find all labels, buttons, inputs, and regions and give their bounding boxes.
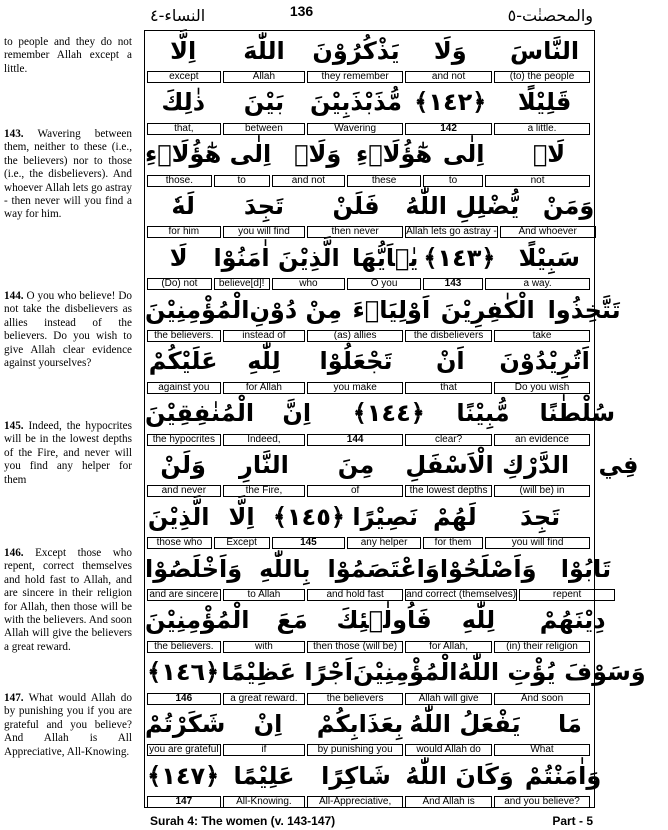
- english-gloss: the believers.: [147, 641, 221, 653]
- english-gloss: and hold fast: [307, 589, 403, 601]
- arabic-word: لِلّٰهِ: [461, 606, 496, 635]
- english-gloss: Allah: [223, 71, 306, 83]
- footer-surah-range: Surah 4: The women (v. 143-147): [150, 814, 336, 828]
- arabic-word: يَذْكُرُوْنَ: [312, 36, 400, 65]
- arabic-line: [145, 445, 639, 484]
- arabic-word: وَاٰمَنْتُمْ: [524, 761, 602, 790]
- arabic-word: النَّاسَ: [509, 36, 580, 65]
- english-gloss: (will be) in: [494, 485, 590, 497]
- arabic-word: شَكَرْتُمْ: [145, 709, 226, 738]
- english-gloss: 146: [147, 693, 221, 705]
- verse-line: [145, 290, 621, 345]
- arabic-word: فَلَنْ: [332, 191, 380, 220]
- arabic-word: الَّذِيْنَ: [278, 243, 340, 272]
- arabic-line: [145, 549, 612, 588]
- arabic-word: اِلٰى: [229, 140, 272, 169]
- arabic-line: [145, 497, 594, 536]
- english-gloss: and never: [147, 485, 221, 497]
- arabic-word: وَكَانَ اللّٰهُ: [405, 761, 514, 790]
- translation-text: to people and they do not remember Allah except a little.: [4, 36, 132, 75]
- arabic-word: لَهٗ: [171, 191, 195, 220]
- english-gloss: you will find: [485, 537, 590, 549]
- translation-paragraph: [4, 692, 132, 759]
- arabic-line: [145, 653, 646, 692]
- arabic-word: تَابُوْا: [560, 554, 612, 583]
- english-gloss-line: [147, 382, 592, 394]
- verse-line: [145, 549, 612, 604]
- english-gloss-line: [147, 744, 592, 756]
- english-gloss: What: [494, 744, 590, 756]
- english-gloss: (to) the people: [494, 71, 590, 83]
- english-gloss-line: [147, 641, 592, 653]
- english-gloss: a little.: [494, 123, 590, 135]
- arabic-word: وَمَنْ: [542, 191, 595, 220]
- english-gloss: who: [272, 278, 346, 290]
- english-gloss: the lowest depths: [405, 485, 492, 497]
- english-gloss: (in) their religion: [494, 641, 590, 653]
- verse-number: 147.: [4, 692, 24, 704]
- translation-text: Indeed, the hypocrites will be in the lowest depths of the Fire, and never will you find any helper for them: [4, 420, 132, 486]
- english-gloss: and you believe?: [494, 796, 590, 808]
- arabic-word: يُّضْلِلِ اللّٰهُ: [405, 191, 520, 220]
- verse-line: [145, 186, 594, 241]
- arabic-word: عَلَيْكُمْ: [148, 347, 218, 376]
- arabic-word: يَفْعَلُ اللّٰهُ: [409, 709, 521, 738]
- translation-paragraph: [4, 547, 132, 654]
- english-gloss: against you: [147, 382, 221, 394]
- english-gloss: to Allah: [223, 589, 306, 601]
- english-gloss: Allah will give: [405, 693, 492, 705]
- english-gloss: and not: [272, 175, 346, 187]
- translation-paragraph: [4, 420, 132, 487]
- arabic-word: مِنْ دُوْنِ: [249, 295, 342, 324]
- english-gloss: instead of: [223, 330, 306, 342]
- english-gloss: you make: [307, 382, 403, 394]
- arabic-line: [145, 83, 594, 122]
- arabic-word: اَنْ: [435, 347, 465, 376]
- english-gloss: All-Appreciative,: [307, 796, 403, 808]
- english-gloss-line: [147, 693, 592, 705]
- english-gloss: for him: [147, 226, 221, 238]
- arabic-line: [145, 290, 621, 329]
- arabic-word: ﴿١٤٦﴾: [147, 658, 220, 687]
- arabic-word: قَلِيْلًا: [517, 88, 572, 117]
- english-gloss: the Fire,: [223, 485, 306, 497]
- english-gloss: clear?: [405, 434, 492, 446]
- verse-number: 146.: [4, 547, 24, 559]
- page-header: [0, 0, 603, 32]
- english-gloss: those who: [147, 537, 212, 549]
- arabic-word: الْمُؤْمِنِيْنَ: [145, 295, 250, 324]
- verse-line: [145, 83, 594, 138]
- header-surah-name: النساء-٤: [150, 6, 206, 25]
- arabic-word: لَا: [169, 243, 188, 272]
- english-gloss: a way.: [485, 278, 590, 290]
- english-gloss: repent: [519, 589, 615, 601]
- verse-number: 144.: [4, 290, 24, 302]
- arabic-line: [145, 31, 594, 70]
- english-gloss-line: [147, 71, 592, 83]
- english-gloss: Wavering: [307, 123, 403, 135]
- verse-line: [145, 135, 594, 190]
- english-gloss: with: [223, 641, 306, 653]
- arabic-line: [145, 704, 594, 743]
- english-gloss: between: [223, 123, 306, 135]
- header-juz-name: والمحصنٰت-٥: [507, 6, 593, 25]
- english-gloss: (Do) not: [147, 278, 212, 290]
- english-gloss: take: [494, 330, 590, 342]
- arabic-word: لِلّٰهِ: [247, 347, 281, 376]
- verse-line: [145, 756, 602, 811]
- arabic-word: تَتَّخِذُوا: [547, 295, 621, 324]
- verse-line: [145, 394, 616, 449]
- verse-line: [145, 31, 594, 86]
- english-gloss: you are grateful: [147, 744, 221, 756]
- english-gloss: believe[d]!: [214, 278, 270, 290]
- english-gloss-line: [147, 485, 592, 497]
- translation-paragraph: [4, 290, 132, 370]
- arabic-line: [145, 342, 594, 381]
- english-gloss: 144: [307, 434, 403, 446]
- english-gloss: of: [307, 485, 403, 497]
- english-gloss: to: [423, 175, 483, 187]
- arabic-word: الدَّرْكِ الْاَسْفَلِ: [405, 450, 570, 479]
- english-gloss: and correct (themselves): [406, 589, 517, 600]
- arabic-word: بِعَذَابِكُمْ: [316, 709, 404, 738]
- verse-line: [145, 238, 594, 293]
- translation-text: What would Allah do by punishing you if you are grateful and you believe? And Allah is All Appreciative, All-Knowing.: [4, 692, 132, 758]
- page-number: 136: [289, 3, 314, 19]
- arabic-word: هٰٓؤُلَاۤءِ: [145, 140, 222, 169]
- english-gloss-line: [147, 330, 592, 342]
- verse-line: [145, 342, 594, 397]
- english-gloss: an evidence: [494, 434, 590, 446]
- arabic-word: ﴿١٤٧﴾: [147, 761, 220, 790]
- arabic-word: بَيْنَ: [243, 88, 285, 117]
- english-gloss-line: [147, 226, 592, 238]
- arabic-word: الْكٰفِرِيْنَ: [440, 295, 535, 324]
- arabic-word: لَهُمْ: [432, 502, 477, 531]
- english-gloss: a great reward.: [223, 693, 306, 705]
- arabic-word: سَبِيْلًا: [518, 243, 581, 272]
- arabic-word: النَّارِ: [239, 450, 289, 479]
- arabic-word: وَلَنْ: [160, 450, 206, 479]
- translation-text: O you who believe! Do not take the disbelievers as allies instead of the believers. Do you wish to give Allah clear evidence against yourselves?: [4, 290, 133, 370]
- translation-paragraph: [4, 36, 132, 76]
- english-gloss: for them: [423, 537, 483, 549]
- arabic-word: اِلَّا: [228, 502, 255, 531]
- english-gloss: the believers.: [147, 330, 221, 342]
- arabic-word: لَاۤ: [532, 140, 566, 169]
- verse-line: [145, 704, 594, 759]
- english-gloss: by punishing you: [307, 744, 403, 756]
- arabic-word: اٰمَنُوْا: [213, 243, 270, 272]
- english-gloss: then those (will be): [307, 641, 403, 653]
- arabic-word: وَلَا: [433, 36, 467, 65]
- verse-number: 145.: [4, 420, 24, 432]
- arabic-word: تَجِدَ: [520, 502, 561, 531]
- english-gloss: you will find: [223, 226, 306, 238]
- english-gloss-line: [147, 278, 592, 290]
- arabic-word: عَلِيْمًا: [233, 761, 295, 790]
- verse-line: [145, 445, 639, 500]
- english-gloss: the believers: [307, 693, 403, 705]
- english-gloss-line: [147, 434, 592, 446]
- arabic-word: مُّذَبْذَبِيْنَ: [310, 88, 403, 117]
- arabic-word: وَلَاۤ: [294, 140, 342, 169]
- english-gloss: except: [147, 71, 221, 83]
- arabic-word: وَاَصْلَحُوْا: [439, 554, 537, 583]
- arabic-word: سُلْطٰنًا: [539, 399, 616, 428]
- english-gloss-line: [147, 175, 592, 187]
- arabic-word: اِنَّ: [282, 399, 312, 428]
- arabic-word: اِلَّا: [170, 36, 197, 65]
- arabic-word: بِاللّٰهِ: [259, 554, 311, 583]
- page-footer: [0, 812, 603, 830]
- arabic-word: الْمُؤْمِنِيْنَ: [353, 658, 458, 687]
- arabic-word: الَّذِيْنَ: [147, 502, 210, 531]
- arabic-word: وَاَخْلَصُوْا: [145, 554, 243, 583]
- english-gloss: then never: [307, 226, 403, 238]
- arabic-word: ﴿١٤٢﴾: [414, 88, 487, 117]
- english-gloss: and are sincere: [147, 589, 221, 601]
- arabic-line: [145, 394, 616, 433]
- arabic-word: اَوْلِيَاۤءَ: [352, 295, 431, 324]
- english-gloss: the disbelievers: [405, 330, 492, 342]
- english-gloss: for Allah: [223, 382, 306, 394]
- arabic-word: يُؤْتِ اللّٰهُ: [457, 658, 556, 687]
- verse-line: [145, 497, 594, 552]
- english-gloss: not: [485, 175, 590, 187]
- english-gloss: to: [214, 175, 270, 187]
- english-gloss: those.: [147, 175, 212, 187]
- english-gloss: 143: [423, 278, 483, 290]
- arabic-line: [145, 186, 594, 225]
- arabic-word: ﴿١٤٤﴾: [352, 399, 425, 428]
- arabic-word: اَتُرِيْدُوْنَ: [499, 347, 590, 376]
- translation-paragraph: [4, 128, 132, 222]
- english-gloss: 147: [147, 796, 221, 808]
- footer-part: Part - 5: [552, 814, 593, 828]
- english-gloss: And soon: [494, 693, 590, 705]
- english-gloss-line: [147, 589, 592, 601]
- english-gloss: that: [405, 382, 492, 394]
- english-gloss: Indeed,: [223, 434, 306, 446]
- word-by-word-grid: [144, 30, 646, 808]
- english-gloss: would Allah do: [405, 744, 492, 756]
- english-gloss: Allah lets go astray -: [406, 226, 497, 238]
- english-gloss: All-Knowing.: [223, 796, 306, 808]
- verse-line: [145, 653, 646, 708]
- english-gloss: and not: [405, 71, 492, 83]
- english-gloss: the hypocrites: [147, 434, 221, 446]
- arabic-word: مِنَ: [337, 450, 375, 479]
- arabic-line: [145, 601, 606, 640]
- arabic-word: ذٰلِكَ: [161, 88, 206, 117]
- english-gloss-line: [147, 123, 592, 135]
- arabic-word: تَجْعَلُوْا: [319, 347, 393, 376]
- english-gloss: And Allah is: [405, 796, 492, 808]
- arabic-word: وَسَوْفَ: [564, 658, 646, 687]
- english-gloss: any helper: [347, 537, 421, 549]
- arabic-line: [145, 756, 602, 795]
- arabic-word: مَا: [558, 709, 582, 738]
- arabic-word: اِلٰى: [442, 140, 485, 169]
- verse-line: [145, 601, 606, 656]
- arabic-word: دِيْنَهُمْ: [539, 606, 606, 635]
- arabic-word: مَعَ: [276, 606, 308, 635]
- arabic-word: وَاعْتَصَمُوْا: [327, 554, 440, 583]
- arabic-line: [145, 135, 594, 174]
- arabic-word: اللّٰهَ: [243, 36, 285, 65]
- english-gloss: (as) allies: [307, 330, 403, 342]
- arabic-word: الْمُؤْمِنِيْنَ: [145, 606, 250, 635]
- arabic-word: يٰۤاَيُّهَا: [352, 243, 419, 272]
- arabic-word: نَصِيْرًا: [352, 502, 419, 531]
- english-gloss: that,: [147, 123, 221, 135]
- arabic-word: الْمُنٰفِقِيْنَ: [145, 399, 255, 428]
- arabic-word: ﴿١٤٥﴾: [272, 502, 345, 531]
- english-gloss: if: [223, 744, 306, 756]
- translation-text: Wavering between them, neither to these (i.e., the believers) nor to those (i.e., the disbelievers). And whoever Allah lets go astray - then never will you find a way for him.: [4, 128, 132, 221]
- arabic-word: فَاُولٰۤئِكَ: [336, 606, 432, 635]
- arabic-word: شَاكِرًا: [321, 761, 391, 790]
- arabic-word: تَجِدَ: [243, 191, 285, 220]
- arabic-word: فِي: [598, 450, 639, 479]
- english-gloss: for Allah,: [405, 641, 492, 653]
- translation-text: Except those who repent, correct themselves and hold fast to Allah, and are sincere in their religion for Allah, then those will be with the believers. And soon Allah will give the believers a great reward.: [4, 547, 132, 653]
- arabic-word: هٰٓؤُلَاۤءِ: [355, 140, 433, 169]
- english-gloss-line: [147, 796, 592, 808]
- english-gloss: they remember: [307, 71, 403, 83]
- english-gloss: 145: [272, 537, 346, 549]
- english-gloss: Except: [214, 537, 270, 549]
- english-gloss: Do you wish: [494, 382, 590, 394]
- arabic-line: [145, 238, 594, 277]
- arabic-word: اَجْرًا عَظِيْمًا: [221, 658, 354, 687]
- arabic-word: ﴿١٤٣﴾: [423, 243, 496, 272]
- english-gloss: And whoever: [500, 226, 596, 238]
- arabic-word: اِنْ: [253, 709, 283, 738]
- english-gloss: O you: [347, 278, 421, 290]
- english-gloss-line: [147, 537, 592, 549]
- english-gloss: 142: [405, 123, 492, 135]
- arabic-word: مُّبِيْنًا: [456, 399, 510, 428]
- verse-number: 143.: [4, 128, 24, 140]
- english-gloss: these: [347, 175, 421, 187]
